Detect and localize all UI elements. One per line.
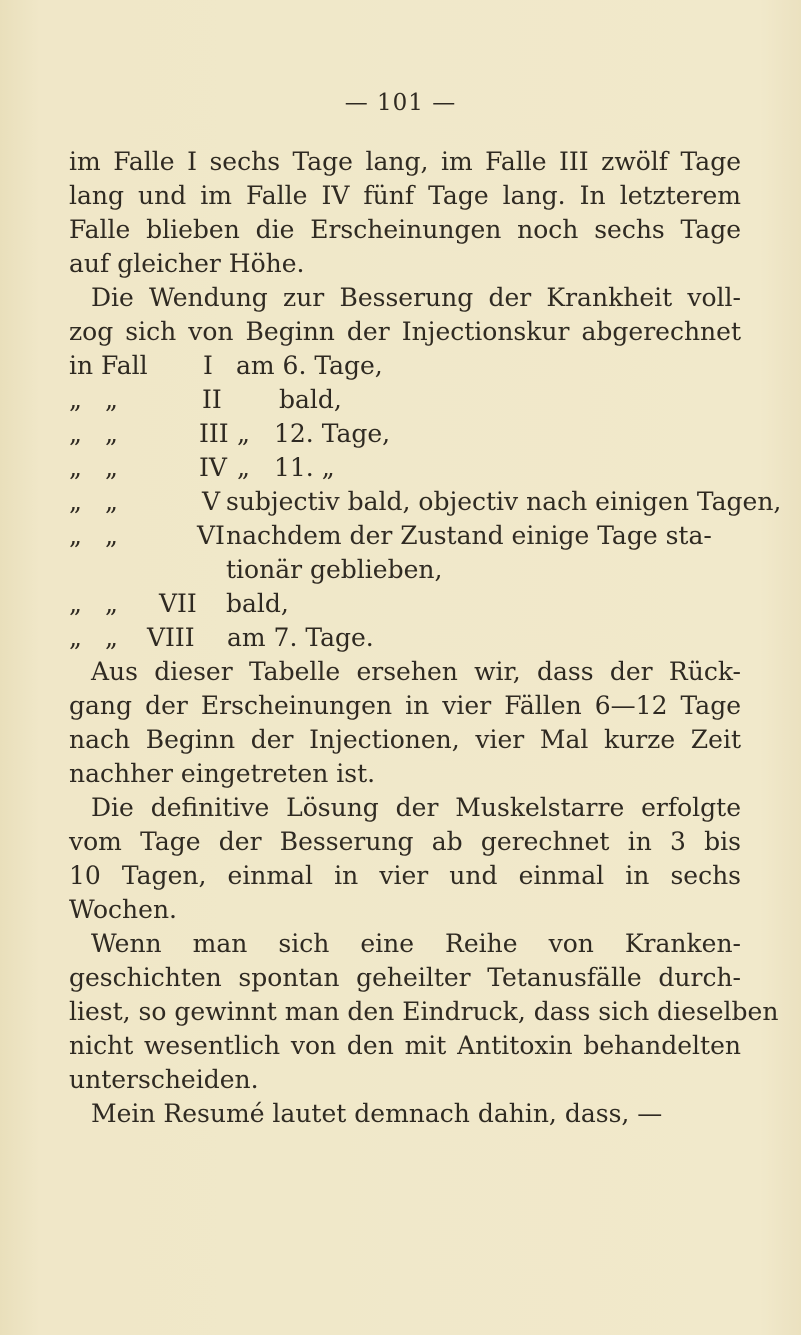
text-line: Aus dieser Tabelle ersehen wir, dass der Rück- xyxy=(91,657,741,686)
ditto-mark: „ xyxy=(69,385,82,414)
ditto-mark: „ xyxy=(105,623,118,652)
ditto-mark: „ xyxy=(105,487,118,516)
text-line: lang und im Falle IV fünf Tage lang. In letzterem xyxy=(69,181,741,210)
ditto-mark: „ xyxy=(237,419,250,448)
text-line: Wenn man sich eine Reihe von Kranken- xyxy=(91,929,741,958)
ditto-mark: „ xyxy=(105,453,118,482)
list-prefix: in Fall xyxy=(69,351,148,380)
case-text: bald, xyxy=(279,385,342,414)
case-number: I xyxy=(203,351,213,380)
text-line: Wochen. xyxy=(69,895,177,924)
text-line: liest, so gewinnt man den Eindruck, dass sich dieselben xyxy=(69,997,779,1026)
text-line: geschichten spontan geheilter Tetanusfälle durch- xyxy=(69,963,741,992)
ditto-mark: „ xyxy=(69,419,82,448)
text-line: nicht wesentlich von den mit Antitoxin behandelten xyxy=(69,1031,741,1060)
case-text: bald, xyxy=(226,589,289,618)
text-line: im Falle I sechs Tage lang, im Falle III zwölf Tage xyxy=(69,147,741,176)
ditto-mark: „ xyxy=(69,589,82,618)
text-line: auf gleicher Höhe. xyxy=(69,249,305,278)
text-line: nach Beginn der Injectionen, vier Mal kurze Zeit xyxy=(69,725,741,754)
text-line: Mein Resumé lautet demnach dahin, dass, — xyxy=(91,1099,663,1128)
ditto-mark: „ xyxy=(105,589,118,618)
ditto-mark: „ xyxy=(237,453,250,482)
text-line: 10 Tagen, einmal in vier und einmal in sechs xyxy=(69,861,741,890)
text-line: Falle blieben die Erscheinungen noch sechs Tage xyxy=(69,215,741,244)
text-line: Die definitive Lösung der Muskelstarre erfolgte xyxy=(91,793,741,822)
case-number: II xyxy=(202,385,222,414)
ditto-mark: „ xyxy=(105,419,118,448)
ditto-mark: „ xyxy=(69,487,82,516)
case-text: 11. „ xyxy=(274,453,335,482)
case-text: subjectiv bald, objectiv nach einigen Tagen, xyxy=(226,487,782,516)
case-text: am 6. Tage, xyxy=(236,351,383,380)
case-number: VII xyxy=(159,589,197,618)
case-text: 12. Tage, xyxy=(274,419,391,448)
text-line: zog sich von Beginn der Injectionskur abgerechnet xyxy=(69,317,741,346)
case-text: am 7. Tage. xyxy=(227,623,374,652)
page-number: — 101 — xyxy=(344,90,457,116)
text-line: vom Tage der Besserung ab gerechnet in 3 bis xyxy=(69,827,741,856)
case-text: nachdem der Zustand einige Tage sta- xyxy=(226,521,712,550)
case-number: VI xyxy=(197,521,225,550)
ditto-mark: „ xyxy=(105,385,118,414)
case-number: III xyxy=(199,419,229,448)
case-number: IV xyxy=(199,453,227,482)
case-number: VIII xyxy=(147,623,195,652)
text-line: unterscheiden. xyxy=(69,1065,259,1094)
ditto-mark: „ xyxy=(69,453,82,482)
ditto-mark: „ xyxy=(69,623,82,652)
text-line: Die Wendung zur Besserung der Krankheit voll- xyxy=(91,283,741,312)
case-text: tionär geblieben, xyxy=(226,555,443,584)
case-number: V xyxy=(202,487,221,516)
text-line: gang der Erscheinungen in vier Fällen 6—12 Tage xyxy=(69,691,741,720)
text-line: nachher eingetreten ist. xyxy=(69,759,376,788)
ditto-mark: „ xyxy=(69,521,82,550)
ditto-mark: „ xyxy=(105,521,118,550)
